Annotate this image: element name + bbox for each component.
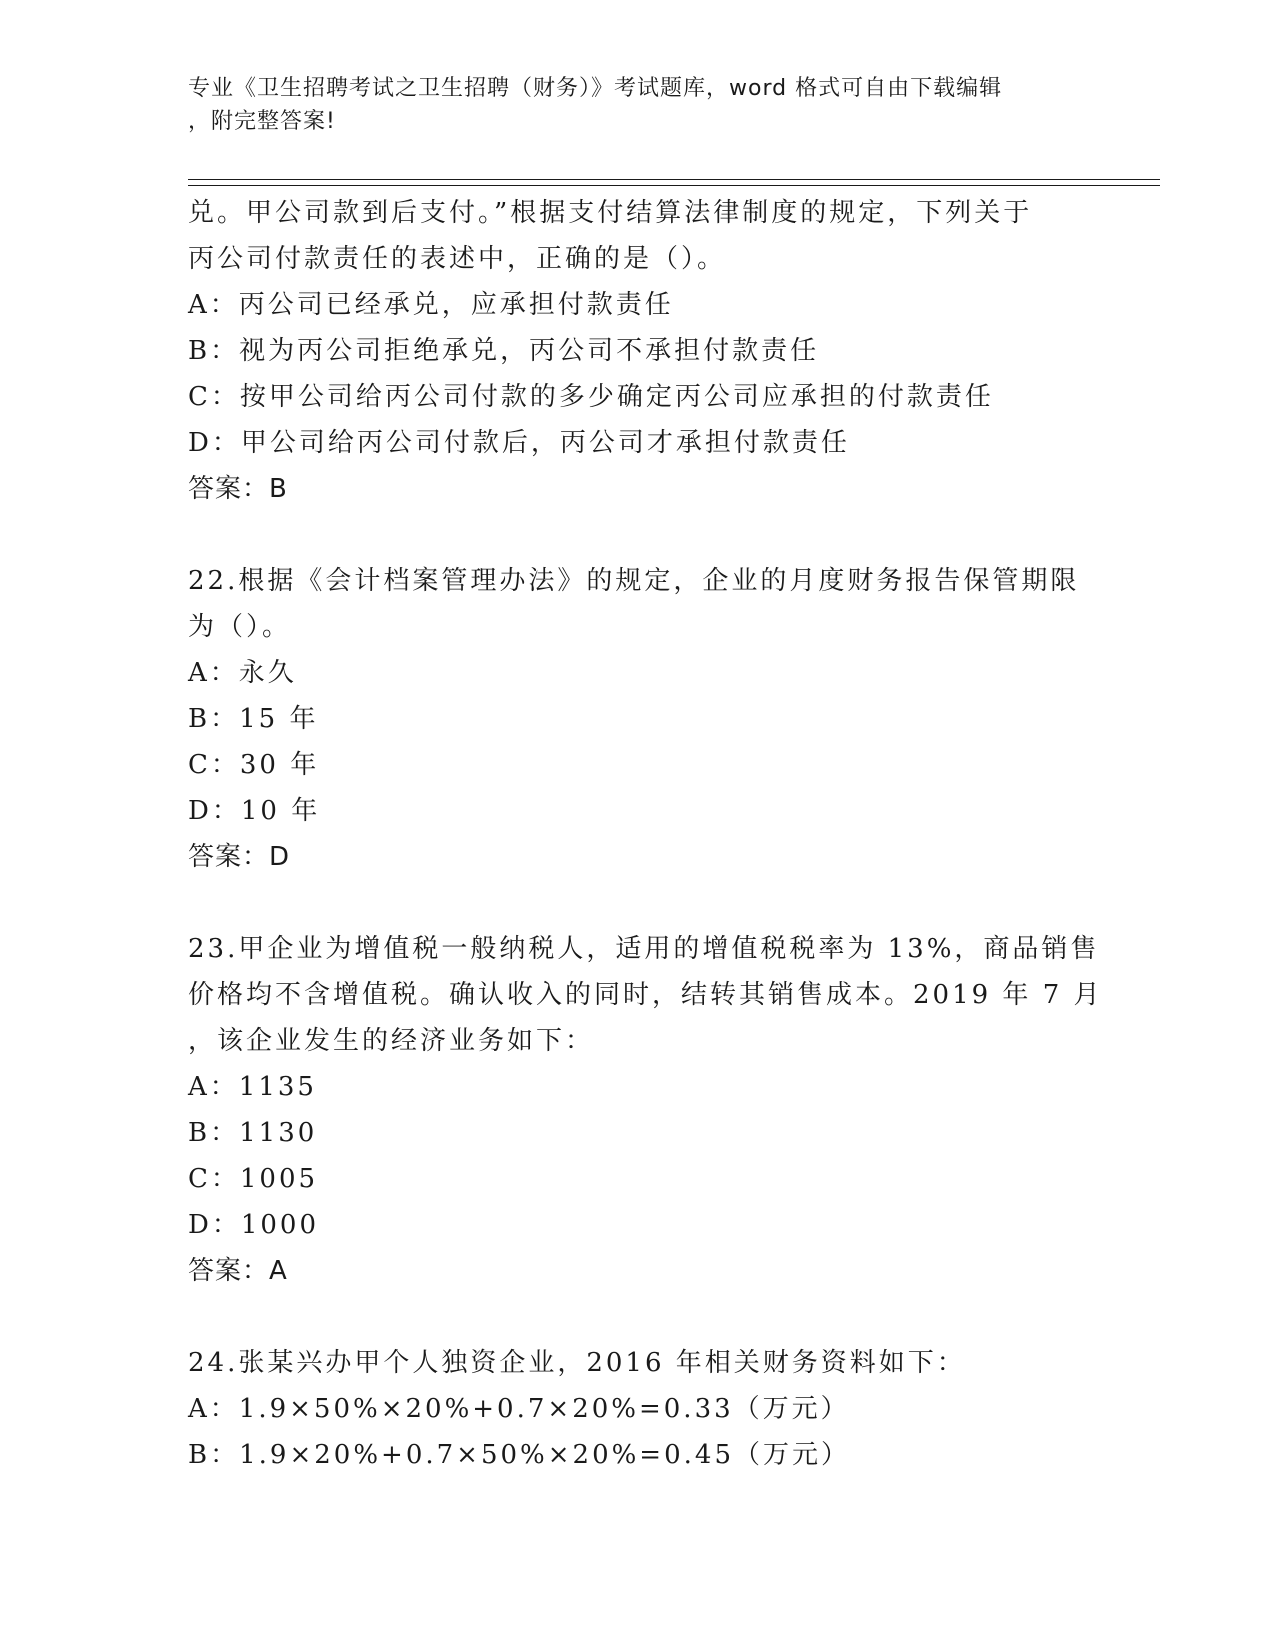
question-stem: 兑。甲公司款到后支付。”根据支付结算法律制度的规定，下列关于	[188, 198, 1033, 228]
question-23	[188, 926, 1103, 1294]
option-d: D：甲公司给丙公司付款后，丙公司才承担付款责任	[188, 428, 850, 458]
question-24	[188, 1340, 1088, 1478]
question-stem: 为（）。	[188, 612, 292, 642]
option-d: D：1000	[188, 1210, 320, 1240]
question-21	[188, 190, 1088, 512]
option-d: D：10 年	[188, 796, 321, 826]
option-b: B：视为丙公司拒绝承兑，丙公司不承担付款责任	[188, 336, 820, 366]
option-c: C：1005	[188, 1164, 319, 1194]
header-divider-top	[188, 179, 1160, 180]
header-divider-bottom	[188, 185, 1160, 186]
question-22	[188, 558, 1088, 880]
answer-label: 答案：D	[188, 842, 291, 872]
header-title-line-continued: ，附完整答案!	[188, 109, 336, 134]
option-b: B：1.9×20%+0.7×50%×20%=0.45（万元）	[188, 1440, 850, 1470]
question-list	[188, 190, 1103, 1478]
option-b: B：15 年	[188, 704, 319, 734]
option-c: C：30 年	[188, 750, 320, 780]
spacer	[188, 1294, 1088, 1340]
option-a: A：1.9×50%×20%+0.7×20%=0.33（万元）	[188, 1394, 850, 1424]
option-a: A：1135	[188, 1072, 317, 1102]
answer-label: 答案：A	[188, 1256, 288, 1286]
document-header	[188, 72, 1088, 138]
header-title-line: 专业《卫生招聘考试之卫生招聘（财务）》考试题库，word 格式可自由下载编辑	[188, 76, 1003, 101]
option-c: C：按甲公司给丙公司付款的多少确定丙公司应承担的付款责任	[188, 382, 994, 412]
question-stem: 价格均不含增值税。确认收入的同时，结转其销售成本。2019 年 7 月	[188, 980, 1103, 1010]
question-stem: 24.张某兴办甲个人独资企业，2016 年相关财务资料如下：	[188, 1348, 966, 1378]
spacer	[188, 880, 1088, 926]
question-stem: 23.甲企业为增值税一般纳税人，适用的增值税税率为 13%，商品销售	[188, 934, 1100, 964]
spacer	[188, 512, 1088, 558]
question-stem: 丙公司付款责任的表述中，正确的是（）。	[188, 244, 727, 274]
answer-label: 答案：B	[188, 474, 288, 504]
option-a: A：丙公司已经承兑，应承担付款责任	[188, 290, 674, 320]
question-stem: 22.根据《会计档案管理办法》的规定，企业的月度财务报告保管期限	[188, 566, 1080, 596]
option-a: A：永久	[188, 658, 297, 688]
question-stem: ，该企业发生的经济业务如下：	[188, 1026, 595, 1056]
option-b: B：1130	[188, 1118, 318, 1148]
